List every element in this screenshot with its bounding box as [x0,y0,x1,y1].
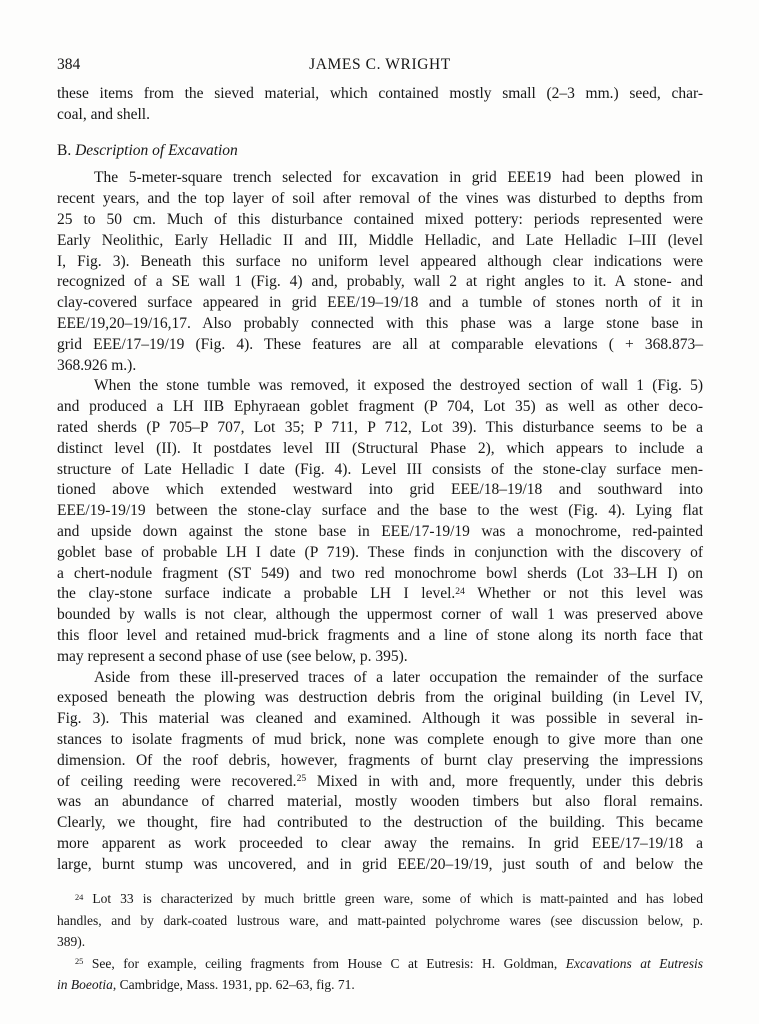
page-header [57,56,703,76]
text-segment: Aside from these ill-preserved traces of a later occupation the remainder of the surface [94,668,703,686]
text-segment: structure of Late Helladic I date (Fig. 4). Level III consists of the stone-clay surface men- [57,460,703,478]
text-segment: more apparent as work proceeded to clear away the remains. In grid EEE/17–19/18 a [57,834,703,852]
text-line [57,792,703,813]
text-line [57,335,703,356]
text-segment: Clearly, we thought, fire had contributed to the destruction of the building. This became [57,814,703,832]
footnote-marker: 25 [296,773,307,785]
text-segment: and upside down against the stone base in EEE/17-19/19 was a monochrome, red-painted [57,522,703,540]
paragraph-block [57,376,703,667]
text-segment: the clay-stone surface indicate a probable LH I level. [57,585,456,603]
text-line [57,888,703,910]
paragraph-block [57,84,703,126]
text-line [57,584,703,605]
heading-block [57,141,703,162]
text-segment: EEE/19,20–19/16,17. Also probably connected with this phase was a large stone base in [57,314,703,332]
text-segment: I, Fig. 3). Beneath this surface no uniform level appeared although clear indications were [57,252,703,270]
paragraph-block [57,168,703,376]
text-segment: See, for example, ceiling fragments from House C at Eutresis: H. Goldman, [83,955,566,971]
page-body [57,84,703,996]
text-line [57,626,703,647]
text-line [57,168,703,189]
text-segment: bounded by walls is not clear, although the uppermost corner of wall 1 was preserved above [57,606,703,624]
text-segment: clay-covered surface appeared in grid EEE/19–19/18 and a tumble of stones north of it in [57,294,703,312]
text-segment: EEE/19-19/19 between the stone-clay surface and the base to the west (Fig. 4). Lying flat [57,502,703,520]
text-line [57,293,703,314]
text-segment: stances to isolate fragments of mud brick, none was complete enough to give more than one [57,730,703,748]
text-line [57,834,703,855]
text-line [57,730,703,751]
text-segment: Excavations at Eutresis [565,955,703,971]
text-line [57,314,703,335]
text-line [57,189,703,210]
text-line [57,460,703,481]
text-segment: tioned above which extended westward into grid EEE/18–19/18 and southward into [57,481,703,499]
text-segment: The 5-meter-square trench selected for excavation in grid EEE19 had been plowed in [94,169,703,187]
text-line [57,564,703,585]
text-line [57,376,703,397]
text-line [57,855,703,876]
text-segment: these items from the sieved material, which contained mostly small (2–3 mm.) seed, char- [57,85,703,102]
text-segment: B. [57,141,76,159]
text-segment: was an abundance of charred material, mostly wooden timbers but also floral remains. [57,793,703,811]
text-segment: Early Neolithic, Early Helladic II and III, Middle Helladic, and Late Helladic I–III (level [57,231,703,249]
text-segment: dimension. Of the roof debris, however, fragments of burnt clay preserving the impressions [57,751,703,769]
text-line [57,84,703,105]
text-line [57,439,703,460]
text-line [57,910,703,932]
text-segment: Lot 33 is characterized by much brittle green ware, some of which is matt-painted and has lobed [83,891,703,907]
text-line [57,480,703,501]
text-segment: goblet base of probable LH I date (P 719). These finds in conjunction with the discovery of [57,543,703,561]
text-line [57,953,703,975]
text-line [57,543,703,564]
text-segment: this floor level and retained mud-brick fragments and a line of stone along its north face that [57,626,703,644]
text-segment: When the stone tumble was removed, it exposed the destroyed section of wall 1 (Fig. 5) [94,377,703,395]
text-line [57,605,703,626]
text-line [57,688,703,709]
text-segment: of ceiling reeding were recovered. [57,772,297,790]
text-line [57,813,703,834]
text-line [57,751,703,772]
text-segment: and produced a LH IIB Ephyraean goblet fragment (P 704, Lot 35) as well as other deco- [57,398,703,416]
section-heading [57,141,703,162]
text-line [57,418,703,439]
text-segment: , Cambridge, Mass. 1931, pp. 62–63, fig. 71. [112,977,355,993]
text-segment: large, burnt stump was uncovered, and in grid EEE/20–19/19, just south of and below the [57,855,703,873]
text-line [57,397,703,418]
paragraph-block [57,668,703,876]
text-segment: in Boeotia [57,977,113,993]
text-segment: recognized of a SE wall 1 (Fig. 4) and, probably, wall 2 at right angles to it. A stone- and [57,273,703,291]
text-line [57,668,703,689]
text-line [57,709,703,730]
text-line [57,272,703,293]
text-segment: Mixed in with and, more frequently, under this debris [306,772,704,790]
footnote-marker: 24 [75,892,84,902]
text-segment: 389). [57,934,86,950]
text-segment: exposed beneath the plowing was destruction debris from the original building (in Level IV, [57,689,703,707]
text-line [57,647,703,668]
text-segment: rated sherds (P 705–P 707, Lot 35; P 711, P 712, Lot 39). This disturbance seems to be a [57,418,703,436]
text-segment: a chert-nodule fragment (ST 549) and two red monochrome bowl sherds (Lot 33–LH I) on [57,564,703,582]
text-segment: coal, and shell. [57,105,150,123]
footnote-marker: 25 [75,957,84,967]
text-segment: Description of Excavation [75,141,238,159]
page-number: 384 [57,56,81,73]
text-segment: handles, and by dark-coated lustrous ware, and matt-painted polychrome wares (see discussion below, p. [57,912,703,928]
text-line [57,231,703,252]
text-segment: grid EEE/17–19/19 (Fig. 4). These features are all at comparable elevations ( + 368.873– [57,335,703,353]
text-line [57,974,703,996]
text-line [57,501,703,522]
footnote-block [57,888,703,953]
text-line [57,210,703,231]
text-line [57,931,703,953]
text-line [57,772,703,793]
text-line [57,356,703,377]
text-segment: 368.926 m.). [57,356,137,374]
footnote-marker: 24 [455,586,465,598]
text-segment: 25 to 50 cm. Much of this disturbance contained mixed pottery: periods represented were [57,210,703,228]
text-line [57,522,703,543]
footnote-block [57,953,703,996]
text-line [57,252,703,273]
text-segment: Whether or not this level was [464,585,703,603]
running-title: JAMES C. WRIGHT [309,56,451,73]
text-segment: Fig. 3). This material was cleaned and examined. Although it was possible in several in- [57,710,703,728]
text-segment: distinct level (II). It postdates level III (Structural Phase 2), which appears to include a [57,439,703,457]
text-line [57,105,703,126]
text-segment: may represent a second phase of use (see below, p. 395). [57,647,408,665]
text-segment: recent years, and the top layer of soil after removal of the vines was disturbed to depths from [57,190,703,208]
